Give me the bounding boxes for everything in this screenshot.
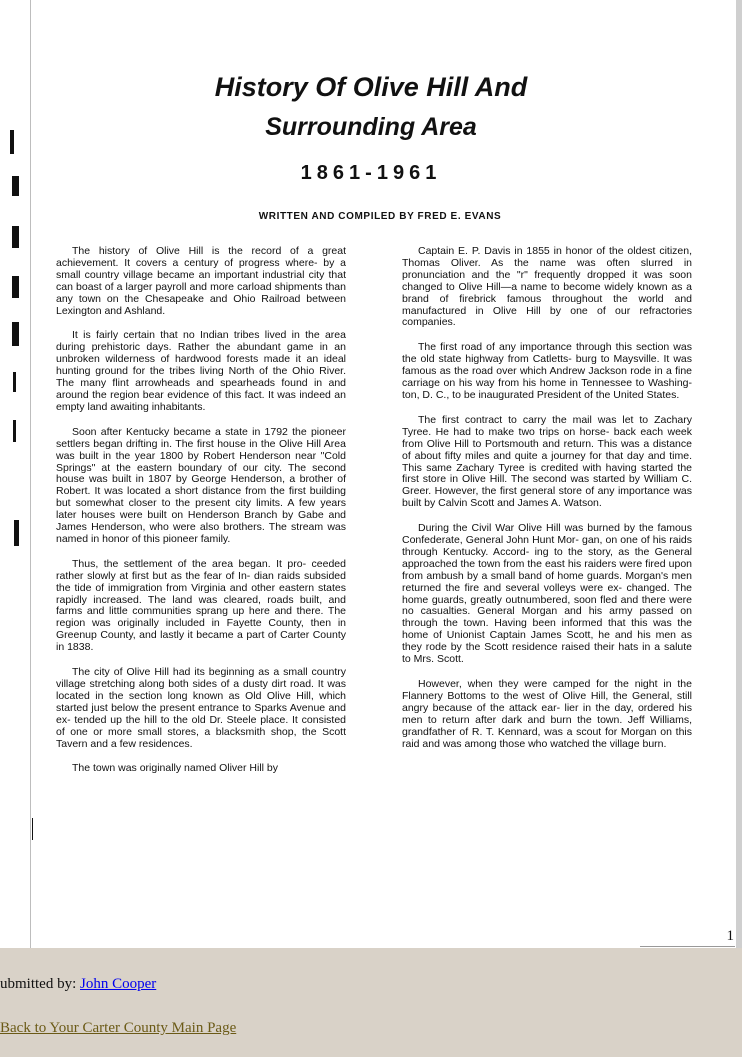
paragraph: The town was originally named Oliver Hill by <box>72 762 278 775</box>
back-link-line <box>0 1020 236 1037</box>
left-text-column <box>56 246 346 788</box>
binding-mark <box>13 372 16 392</box>
document-title-line-2: Surrounding Area <box>265 113 477 141</box>
page-number: 1 <box>726 928 734 944</box>
paragraph: However, when they were camped for the night in the Flannery Bottoms to the west of Olive Hill, the General, still angry because of the attack ear- lier in the day, ordered his men to return after dark and burn the town. Jeff Williams, grandfather of R. T. Kennard, was a scout for Morgan on this raid and was among those who watched the village burn. <box>402 678 692 750</box>
paragraph: The first road of any importance through this section was the old state highway from Catletts- burg to Maysville. It was famous as the road over which Andrew Jackson rode in a fine carriage on his way from his home in Tennessee to Washing- ton, D. C., to be inaugurated President of the United States. <box>402 341 692 401</box>
back-to-main-page-link[interactable]: Back to Your Carter County Main Page <box>0 1020 237 1036</box>
binding-edge-line <box>30 0 31 948</box>
document-title-line-1: History Of Olive Hill And <box>214 72 528 102</box>
paragraph: Thus, the settlement of the area began. It pro- ceeded rather slowly at first but as the fear of In- dian raids subsided the tide of immigration from Virginia and other eastern states rapidly increased. The land was cleared, roads built, and farms and little communities sprang up here and there. The region was originally included in Fayette County, then in Greenup County, and lastly it became a part of Carter County in 1838. <box>56 557 346 654</box>
paragraph: The city of Olive Hill had its beginning as a small country village stretching along both sides of a dusty dirt road. It was located in the section long known as Old Olive Hill, which started just below the present entrance to Sparks Avenue and ex- tended up the hill to the old Dr. Steele place. It consisted of one or more small stores, a blacksmith shop, the Scott Tavern and a few residences. <box>56 666 346 750</box>
document-byline: WRITTEN AND COMPILED BY FRED E. EVANS <box>258 211 502 222</box>
binding-mark <box>13 420 16 442</box>
paragraph: It is fairly certain that no Indian tribes lived in the area during prehistoric days. Rather the abundant game in an unbroken wilderness of hardwood forests made it an ideal hunting ground for the tribes living North of the Ohio River. The many flint arrowheads and spearheads found in and around the region bear evidence of this fact. It was indeed an empty land awaiting inhabitants. <box>56 329 346 413</box>
paragraph: The history of Olive Hill is the record of a great achievement. It covers a century of progress where- by a small country village became an important industrial city that can boast of a larger payroll and more carload shipments than any town on the Chesapeake and Ohio Railroad between Lexington and Ashland. <box>56 245 346 317</box>
right-text-column <box>402 246 692 763</box>
binding-mark <box>32 818 33 840</box>
page-scrollbar[interactable] <box>736 0 742 948</box>
binding-mark <box>12 276 19 298</box>
submitter-link[interactable]: John Cooper <box>80 976 157 992</box>
paragraph: Captain E. P. Davis in 1855 in honor of the oldest citizen, Thomas Oliver. As the name was often slurred in pronunciation and the "r" frequently dropped it was soon changed to Olive Hill—a name to become widely known as a brand of firebrick famous throughout the world and manufactured in Olive Hill by one of our refractories companies. <box>402 245 692 329</box>
submitted-by-label: ubmitted by: <box>0 976 80 992</box>
paragraph: Soon after Kentucky became a state in 1792 the pioneer settlers began drifting in. The first house in the Olive Hill Area was built in the year 1800 by Robert Henderson near "Cold Springs" at the eastern boundary of our city. The second house was built in 1807 by George Henderson, a brother of Robert. It was located a short distance from the first building but somewhat closer to the present city limits. A few years later houses were built on Henderson Branch by Gabe and James Henderson, who were also brothers. The stream was named in honor of this pioneer family. <box>56 425 346 545</box>
page-bottom-rule <box>640 946 735 947</box>
binding-mark <box>14 520 19 546</box>
paragraph: The first contract to carry the mail was let to Zachary Tyree. He had to make two trips on horse- back each week from Olive Hill to Portsmouth and return. This was a distance of about fifty miles and quite a journey for that day and time. This same Zachary Tyree is credited with having started the first store in Olive Hill. The second was started by William C. Greer. However, the first general store of any importance was built by Calvin Scott and James A. Watson. <box>402 413 692 510</box>
document-years: 1861-1961 <box>300 162 442 184</box>
binding-mark <box>12 322 19 346</box>
submitted-by-line <box>0 976 156 993</box>
binding-mark <box>12 226 19 248</box>
paragraph: During the Civil War Olive Hill was burned by the famous Confederate, General John Hunt Mor- gan, on one of his raids through Kentucky. Accord- ing to the story, as the General approached the town from the east his raiders were fired upon from ambush by a small band of home guards. Morgan's men returned the fire and several volleys were ex- changed. The home guards, greatly outnumbered, soon fled and there were no casualties. General Morgan and his army passed on through the town. Having been informed that this was the home of Unionist Captain James Scott, he and his men as they rode by the Scott residence raised their hats in a salute to Mrs. Scott. <box>402 522 692 666</box>
